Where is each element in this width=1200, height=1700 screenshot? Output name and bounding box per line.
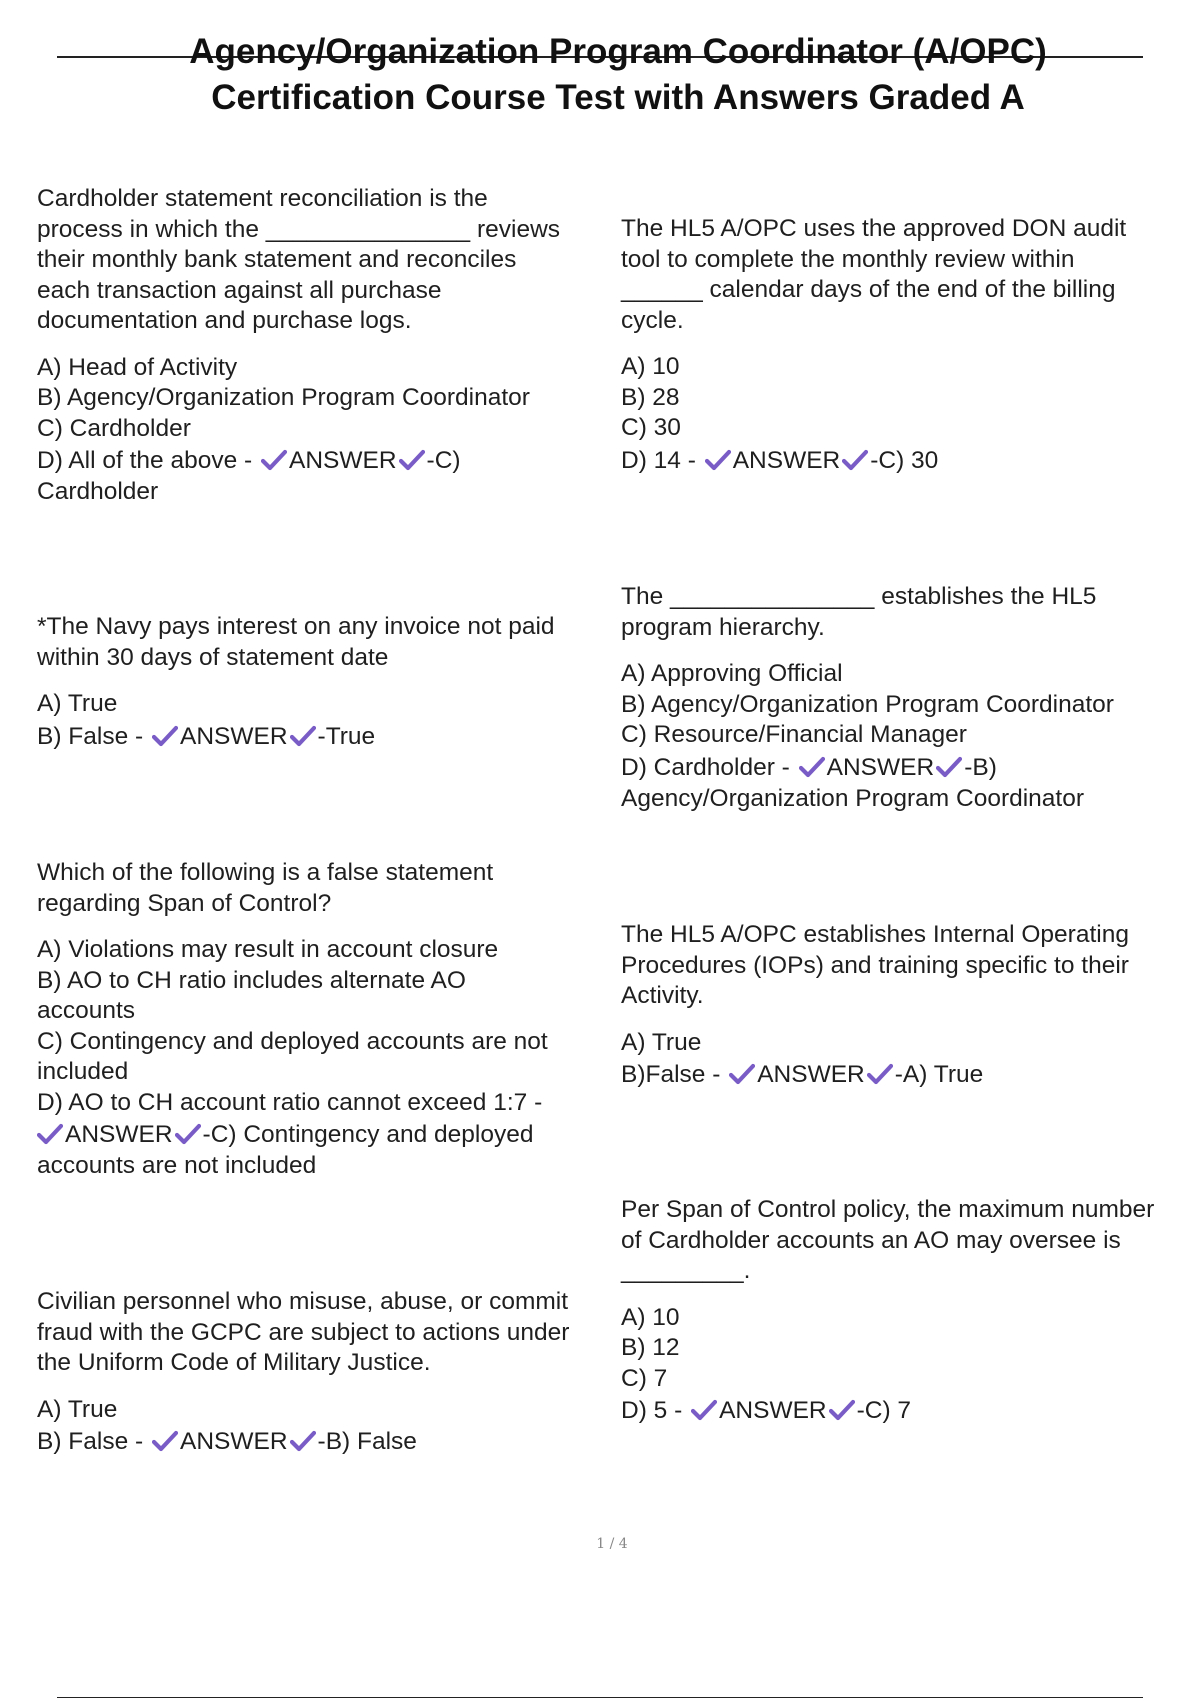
answer-label: ANSWER — [65, 1121, 173, 1148]
answer-option: D) 14 - — [621, 446, 703, 474]
correct-answer-continued: Cardholder — [37, 478, 159, 505]
check-icon — [290, 1430, 316, 1452]
answer-option: C) 30 — [621, 414, 681, 441]
answer-label: ANSWER — [826, 753, 935, 781]
answer-option: C) Resource/Financial Manager — [621, 721, 967, 748]
question-block-right-1 — [621, 214, 1126, 477]
answer-label: ANSWER — [180, 722, 288, 750]
check-icon — [399, 449, 425, 471]
correct-answer: -A) True — [894, 1061, 984, 1088]
question-text-line: fraud with the GCPC are subject to actions under — [37, 1318, 570, 1346]
check-icon — [691, 1399, 717, 1421]
question-block-left-1 — [37, 184, 560, 508]
answer-label: ANSWER — [757, 1061, 865, 1088]
check-icon — [936, 756, 962, 778]
question-text-line: program hierarchy. — [621, 613, 825, 641]
page-title-line-2: Certification Course Test with Answers Graded A — [211, 78, 1025, 117]
answer-option: A) True — [37, 1395, 118, 1423]
answer-option: A) Violations may result in account closure — [37, 936, 499, 963]
question-text-line: documentation and purchase logs. — [37, 307, 412, 334]
answer-line — [37, 1118, 548, 1151]
answer-label: ANSWER — [180, 1428, 288, 1455]
question-text-line: cycle. — [621, 306, 684, 334]
question-text-line: Per Span of Control policy, the maximum number — [621, 1196, 1155, 1223]
question-block-right-4 — [621, 1195, 1154, 1427]
check-icon — [729, 1063, 755, 1085]
answer-option: A) True — [621, 1028, 702, 1056]
question-text-line: *The Navy pays interest on any invoice not paid — [37, 613, 555, 640]
check-icon — [799, 756, 825, 778]
question-text-line: of Cardholder accounts an AO may oversee is — [621, 1226, 1121, 1254]
check-icon — [175, 1123, 201, 1145]
question-text-line: Activity. — [621, 982, 704, 1009]
answer-option: D) All of the above - — [37, 447, 259, 474]
question-block-left-2 — [37, 612, 555, 753]
correct-answer: -B) — [964, 753, 997, 781]
check-icon — [290, 725, 316, 747]
check-icon — [261, 449, 287, 471]
page-number: 1 / 4 — [596, 1536, 628, 1552]
answer-option: A) 10 — [621, 1303, 680, 1331]
answer-line — [37, 1425, 569, 1458]
question-text-line: tool to complete the monthly review within — [621, 245, 1075, 273]
correct-answer-continued: Agency/Organization Program Coordinator — [621, 784, 1085, 812]
question-text-line: Cardholder statement reconciliation is the — [37, 185, 488, 212]
correct-answer: -B) False — [317, 1428, 417, 1455]
question-text-line: within 30 days of statement date — [37, 643, 389, 671]
check-icon — [842, 449, 868, 471]
answer-option: B) Agency/Organization Program Coordinator — [621, 690, 1114, 718]
answer-option: B) False - — [37, 722, 150, 750]
question-text-line: ______ calendar days of the end of the billing — [621, 276, 1116, 303]
correct-answer: -C) — [426, 447, 461, 474]
question-text-line: each transaction against all purchase — [37, 276, 442, 304]
answer-option: A) Head of Activity — [37, 353, 238, 381]
answer-option: C) Cardholder — [37, 414, 191, 442]
check-icon — [37, 1123, 63, 1145]
question-text-line: The HL5 A/OPC uses the approved DON audit — [621, 215, 1127, 242]
answer-label: ANSWER — [719, 1397, 827, 1424]
question-block-left-3 — [37, 858, 548, 1182]
question-block-right-3 — [621, 920, 1129, 1091]
check-icon — [867, 1063, 893, 1085]
bottom-rule — [57, 1697, 1143, 1698]
answer-option: A) 10 — [621, 353, 680, 380]
question-text-line: Civilian personnel who misuse, abuse, or commit — [37, 1288, 569, 1315]
answer-option: B) False - — [37, 1428, 150, 1455]
answer-line — [37, 444, 560, 477]
page-title-line-1: Agency/Organization Program Coordinator (A/OPC) — [189, 32, 1047, 71]
check-icon — [705, 449, 731, 471]
question-text-line: regarding Span of Control? — [37, 889, 332, 917]
answer-option: B) 12 — [621, 1334, 680, 1361]
answer-option: B) 28 — [621, 383, 680, 411]
answer-option: A) True — [37, 690, 118, 717]
question-block-left-4 — [37, 1287, 569, 1458]
question-text-line: The _______________ establishes the HL5 — [621, 583, 1097, 610]
question-text-line: process in which the _______________ reviews — [37, 215, 561, 243]
question-text-line: Procedures (IOPs) and training specific to their — [621, 951, 1129, 979]
answer-option: C) Contingency and deployed accounts are not — [37, 1027, 548, 1055]
question-text-line: _________. — [621, 1257, 751, 1284]
question-block-right-2 — [621, 582, 1114, 814]
question-text-line: The HL5 A/OPC establishes Internal Operating — [621, 921, 1129, 948]
correct-answer: -C) 30 — [870, 446, 939, 474]
answer-option: D) Cardholder - — [621, 753, 797, 781]
check-icon — [152, 1430, 178, 1452]
answer-option: included — [37, 1058, 129, 1085]
answer-label: ANSWER — [732, 446, 841, 474]
question-text-line: Which of the following is a false statement — [37, 859, 494, 886]
correct-answer-continued: accounts are not included — [37, 1152, 317, 1179]
answer-option: accounts — [37, 997, 136, 1024]
answer-label: ANSWER — [288, 447, 397, 474]
answer-line — [37, 720, 555, 753]
answer-line — [621, 444, 1126, 477]
check-icon — [829, 1399, 855, 1421]
answer-option: D) 5 - — [621, 1397, 690, 1424]
answer-line — [621, 1058, 1129, 1091]
correct-answer: -C) Contingency and deployed — [202, 1121, 534, 1148]
answer-line — [621, 751, 1114, 784]
answer-option: A) Approving Official — [621, 660, 843, 687]
answer-option: D) AO to CH account ratio cannot exceed 1:7 - — [37, 1088, 543, 1116]
answer-option: B) Agency/Organization Program Coordinator — [37, 384, 530, 411]
correct-answer: -True — [317, 722, 376, 750]
correct-answer: -C) 7 — [856, 1397, 912, 1424]
answer-option: B)False - — [621, 1061, 728, 1088]
answer-option: B) AO to CH ratio includes alternate AO — [37, 966, 466, 994]
answer-line — [621, 1394, 1154, 1427]
check-icon — [152, 725, 178, 747]
answer-option: C) 7 — [621, 1364, 668, 1392]
question-text-line: the Uniform Code of Military Justice. — [37, 1349, 431, 1376]
question-text-line: their monthly bank statement and reconciles — [37, 246, 517, 273]
